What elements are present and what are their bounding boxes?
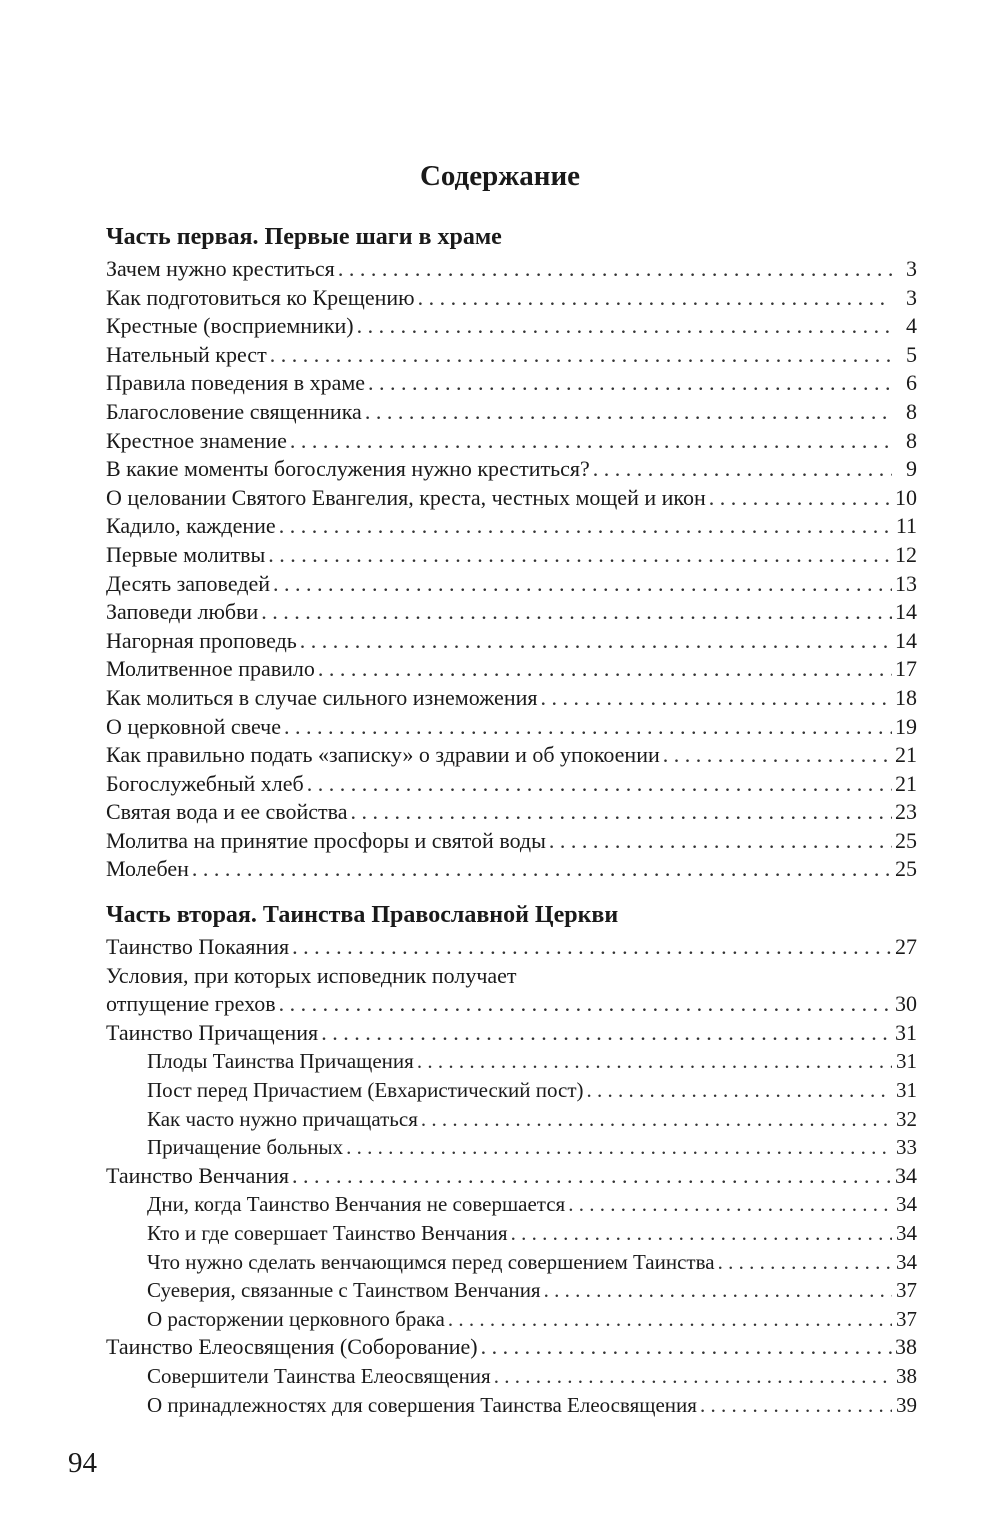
toc-entry-page: 31 [896,1049,917,1074]
leader-dots [290,427,892,456]
leader-dots [494,1362,892,1391]
toc-entry-page: 12 [895,541,917,567]
toc-entry-title: Что нужно сделать венчающимся перед совершением Таинства [147,1249,715,1274]
toc-entry-page: 13 [895,570,917,596]
leader-dots [268,541,892,570]
toc-entry-title: Пост перед Причастием (Евхаристический пост) [147,1077,584,1102]
toc-subentry[interactable] [106,1248,917,1277]
toc-entry-title: Как часто нужно причащаться [147,1106,418,1131]
toc-entry[interactable] [106,484,917,513]
leader-dots [718,1248,892,1277]
toc-entry[interactable] [106,1333,917,1362]
toc-entry-page: 19 [895,713,917,739]
toc-entry-page: 34 [896,1249,917,1274]
leader-dots [307,770,892,799]
toc-entry-title: Зачем нужно креститься [106,256,335,281]
toc-entry-title: Как молиться в случае сильного изнеможения [106,684,538,710]
toc-entry-title: Причащение больных [147,1135,344,1160]
leader-dots [541,684,893,713]
toc-entry[interactable] [106,312,917,341]
toc-entry-page: 18 [895,684,917,710]
leader-dots [284,713,892,742]
toc-entry[interactable] [106,627,917,656]
leader-dots [192,855,892,884]
toc-entry-page: 25 [895,856,917,882]
toc-entry-page: 32 [896,1106,917,1131]
leader-dots [593,455,892,484]
toc-entry-title: О церковной свече [106,713,282,739]
leader-dots [417,1047,892,1076]
toc-entry-title: Плоды Таинства Причащения [147,1049,414,1074]
toc-entry[interactable] [106,369,917,398]
toc-entry-page: 39 [896,1392,917,1417]
toc-entry-title: Святая вода и ее свойства [106,799,348,825]
toc-entry-title: Десять заповедей [106,570,271,596]
leader-dots [368,369,892,398]
page-number: 94 [68,1447,97,1479]
toc-entry[interactable] [106,855,917,884]
leader-dots [663,741,892,770]
toc-subentry[interactable] [106,1391,917,1420]
toc-entry[interactable] [106,933,917,962]
toc-entry-page: 3 [906,256,917,281]
leader-dots [568,1190,892,1219]
toc-entry-title: Благословение священника [106,398,362,424]
toc-entry-title: Таинство Покаяния [106,934,290,959]
leader-dots [273,570,892,599]
toc-entry-title: Кто и где совершает Таинство Венчания [147,1220,508,1245]
toc-entry-title: Крестное знамение [106,427,287,453]
part-two-list [106,933,917,1419]
toc-entry-title: Суеверия, связанные с Таинством Венчания [147,1278,541,1303]
toc-entry-page: 34 [896,1220,917,1245]
toc-entry-title: Молитва на принятие просфоры и святой воды [106,827,546,853]
toc-entry-title: Таинство Причащения [106,1019,319,1045]
toc-entry[interactable] [106,541,917,570]
leader-dots [261,598,892,627]
toc-entry-page: 38 [895,1334,917,1360]
toc-entry-page: 6 [906,370,917,396]
leader-dots [549,827,892,856]
toc-entry-title: Совершители Таинства Елеосвящения [147,1363,491,1388]
toc-subentry[interactable] [106,1362,917,1391]
leader-dots [700,1391,892,1420]
part-one-heading: Часть первая. Первые шаги в храме [106,224,502,250]
toc-entry-page: 21 [895,742,917,768]
toc-entry-title: Первые молитвы [106,541,266,567]
toc-entry-multiline[interactable] [106,962,917,1019]
toc-entry[interactable] [106,255,917,284]
leader-dots [357,312,892,341]
toc-entry-title-line1: Условия, при которых исповедник получает [106,962,517,988]
toc-entry-page: 14 [895,627,917,653]
toc-entry-title: Таинство Елеосвящения (Соборование) [106,1334,478,1360]
leader-dots [292,933,892,962]
toc-entry-page: 31 [895,1019,917,1045]
toc-entry-title: О расторжении церковного брака [147,1306,445,1331]
toc-entry-page: 33 [896,1135,917,1160]
toc-entry-title: О целовании Святого Евангелия, креста, честных мощей и икон [106,484,706,510]
toc-entry[interactable] [106,284,917,313]
leader-dots [511,1219,892,1248]
toc-subentry[interactable] [106,1305,917,1334]
toc-entry-title: Богослужебный хлеб [106,770,304,796]
leader-dots [318,655,892,684]
part-two-heading: Часть вторая. Таинства Православной Церкви [106,902,619,928]
toc-entry-title: О принадлежностях для совершения Таинства Елеосвящения [147,1392,697,1417]
toc-entry-title: Как подготовиться ко Крещению [106,284,415,310]
toc-subentry[interactable] [106,1276,917,1305]
toc-subentry[interactable] [106,1219,917,1248]
toc-subentry[interactable] [106,1190,917,1219]
toc-subentry[interactable] [106,1105,917,1134]
toc-entry-title: Правила поведения в храме [106,370,366,396]
toc-entry[interactable] [106,1162,917,1191]
toc-entry-page: 17 [895,656,917,682]
toc-entry[interactable] [106,598,917,627]
leader-dots [321,1019,892,1048]
toc-entry[interactable] [106,570,917,599]
toc-subentry[interactable] [106,1047,917,1076]
toc-entry-page: 25 [895,827,917,853]
toc-entry [106,990,917,1019]
toc-entry-title: Как правильно подать «записку» о здравии и об упокоении [106,742,660,768]
toc-entry-page: 8 [906,398,917,424]
toc-entry[interactable] [106,684,917,713]
toc-entry[interactable] [106,341,917,370]
toc-entry-title: Заповеди любви [106,599,259,625]
leader-dots [481,1333,892,1362]
toc-entry-page: 27 [895,934,917,959]
toc-entry[interactable] [106,713,917,742]
toc-entry-page: 21 [895,770,917,796]
toc-entry-page: 34 [895,1162,917,1188]
toc-entry-page: 34 [896,1192,917,1217]
leader-dots [448,1305,892,1334]
leader-dots [338,255,892,284]
toc-entry-page: 31 [896,1077,917,1102]
toc-entry-title: Молитвенное правило [106,656,315,682]
toc-subentry[interactable] [106,1076,917,1105]
toc-entry-title: В какие моменты богослужения нужно креститься? [106,456,590,482]
toc-entry-page: 37 [896,1306,917,1331]
leader-dots [709,484,892,513]
leader-dots [544,1276,892,1305]
toc-entry-page: 5 [906,341,917,367]
toc-entry-page: 14 [895,599,917,625]
leader-dots [587,1076,892,1105]
toc-entry-title: Таинство Венчания [106,1162,290,1188]
toc-entry-page: 38 [896,1363,917,1388]
toc-entry-title: отпущение грехов [106,991,276,1017]
leader-dots [279,990,892,1019]
toc-entry[interactable] [106,427,917,456]
toc-entry-page: 23 [895,799,917,825]
toc-entry[interactable] [106,770,917,799]
toc-entry-page: 9 [906,456,917,482]
toc-entry-title: Нательный крест [106,341,267,367]
leader-dots [346,1133,892,1162]
toc-entry[interactable] [106,741,917,770]
leader-dots [351,798,892,827]
toc-entry-title: Молебен [106,856,189,882]
toc-entry-title: Крестные (восприемники) [106,313,354,339]
leader-dots [365,398,892,427]
toc-entry-page: 4 [906,313,917,339]
toc-entry[interactable] [106,798,917,827]
toc-entry[interactable] [106,1019,917,1048]
leader-dots [421,1105,892,1134]
toc-entry-page: 37 [896,1278,917,1303]
toc-entry-page: 30 [895,991,917,1017]
leader-dots [300,627,892,656]
toc-entry-page: 11 [895,513,917,539]
leader-dots [418,284,892,313]
leader-dots [279,512,892,541]
toc-entry[interactable] [106,398,917,427]
toc-subentry[interactable] [106,1133,917,1162]
toc-entry-page: 10 [895,484,917,510]
toc-entry-page: 3 [906,284,917,310]
toc-entry-page: 8 [906,427,917,453]
part-one-list [106,255,917,884]
toc-entry[interactable] [106,655,917,684]
toc-entry[interactable] [106,455,917,484]
page-title: Содержание [419,160,581,192]
leader-dots [292,1162,892,1191]
toc-entry-title: Нагорная проповедь [106,627,297,653]
leader-dots [270,341,892,370]
toc-entry-title: Дни, когда Таинство Венчания не совершается [147,1192,566,1217]
toc-entry-title: Кадило, каждение [106,513,276,539]
toc-entry[interactable] [106,512,917,541]
toc-entry[interactable] [106,827,917,856]
